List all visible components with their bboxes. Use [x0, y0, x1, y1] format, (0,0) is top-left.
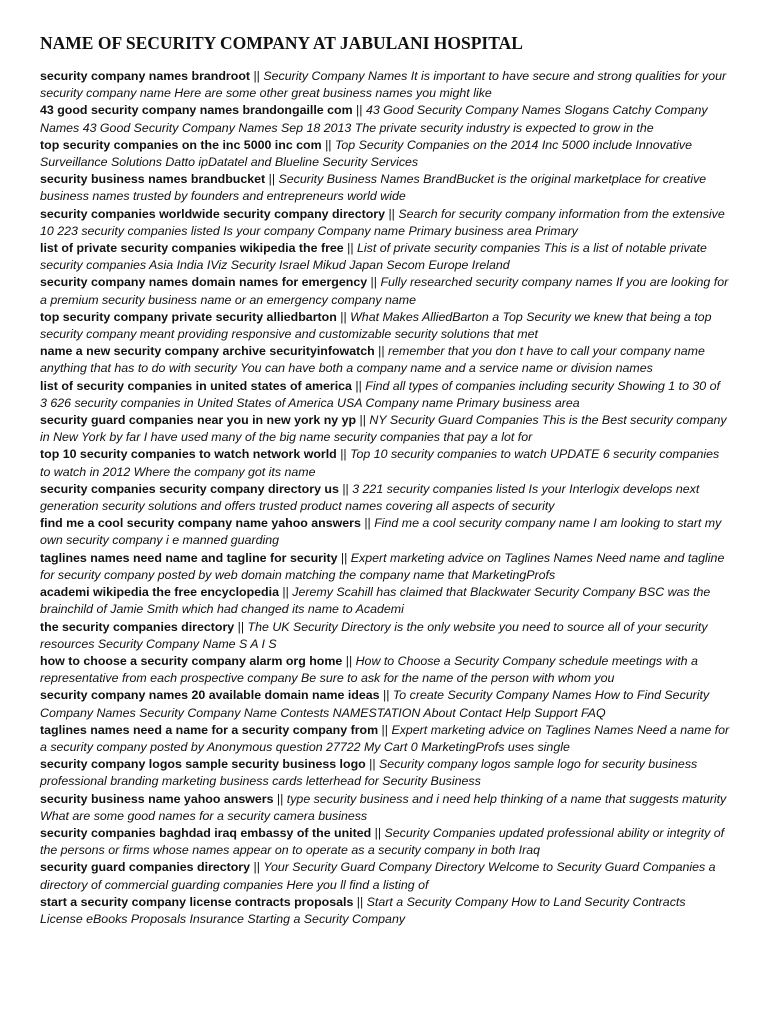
entry-separator: ||: [336, 447, 351, 462]
list-item: [40, 378, 730, 412]
entry-description: 3 221 security companies listed Is your Interlogix develops next generation security solutions and offers trusted product names covering all aspects of security: [40, 481, 700, 514]
entry-description: Security company logos sample logo for security business professional branding marketing business cards letterhead for Security Business: [40, 757, 698, 789]
entry-heading: security companies worldwide security company directory: [40, 206, 385, 221]
entry-separator: ||: [356, 413, 370, 428]
entry-description: remember that you don t have to call your company name anything that has to do with security You can have both a company name and a service name or division names: [40, 344, 705, 376]
entry-heading: academi wikipedia the free encyclopedia: [40, 585, 279, 600]
list-item: [40, 619, 730, 653]
entry-separator: ||: [321, 137, 335, 152]
list-item: [40, 722, 730, 756]
list-item: [40, 894, 730, 928]
list-item: [40, 343, 730, 377]
entry-description: Start a Security Company How to Land Security Contracts License eBooks Proposals Insurance Starting a Security Company: [40, 894, 686, 926]
entry-description: 43 Good Security Company Names Slogans Catchy Company Names 43 Good Security Company Names Sep 18 2013 The private security industry is expected to grow in the: [40, 103, 708, 135]
entry-description: Expert marketing advice on Taglines Names Need a name for a security company posted by Anonymous question 27722 My Cart 0 MarketingProfs uses single: [40, 722, 730, 754]
entry-heading: top 10 security companies to watch network world: [40, 447, 337, 462]
entry-heading: top security companies on the inc 5000 inc com: [40, 137, 322, 152]
list-item: [40, 584, 730, 618]
entry-separator: ||: [336, 309, 351, 324]
entry-heading: 43 good security company names brandongaille com: [40, 103, 353, 118]
entry-description: Jeremy Scahill has claimed that Blackwater Security Company BSC was the brainchild of Jamie Smith which had changed its name to Academi: [40, 585, 711, 617]
entry-list: [40, 68, 730, 928]
entry-heading: security company names brandroot: [40, 69, 251, 83]
list-item: [40, 515, 730, 549]
entry-separator: ||: [343, 241, 358, 256]
entry-separator: ||: [250, 860, 264, 875]
entry-separator: ||: [250, 69, 264, 83]
entry-heading: security guard companies near you in new york ny yp: [40, 413, 357, 428]
list-item: [40, 68, 730, 102]
list-item: [40, 550, 730, 584]
entry-separator: ||: [278, 585, 293, 600]
entry-heading: security company names 20 available domain name ideas: [40, 688, 380, 703]
entry-separator: ||: [378, 722, 392, 737]
list-item: [40, 412, 730, 446]
list-item: [40, 274, 730, 308]
list-item: [40, 859, 730, 893]
list-item: [40, 137, 730, 171]
entry-description: What Makes AlliedBarton a Top Security we knew that being a top security company meant providing responsive and customizable security solutions that met: [40, 309, 712, 342]
entry-separator: ||: [351, 378, 366, 393]
list-item: [40, 240, 730, 274]
entry-heading: security companies baghdad iraq embassy of the united: [40, 825, 372, 840]
entry-description: Top Security Companies on the 2014 Inc 5000 include Innovative Surveillance Solutions Datto ipDatatel and Blueline Security Services: [40, 137, 693, 170]
entry-description: Fully researched security company names If you are looking for a premium security business name or an emergency company name: [40, 275, 729, 307]
entry-separator: ||: [385, 206, 399, 221]
entry-description: NY Security Guard Companies This is the Best security company in New York by far I have used many of the big name security companies that pay a lot for: [40, 413, 727, 445]
entry-separator: ||: [360, 516, 375, 531]
entry-separator: ||: [234, 619, 248, 634]
list-item: [40, 825, 730, 859]
entry-description: Top 10 security companies to watch UPDATE 6 security companies to watch in 2012 Where the company got its name: [40, 447, 720, 479]
list-item: [40, 309, 730, 343]
entry-heading: security companies security company directory us: [40, 481, 339, 496]
entry-separator: ||: [367, 275, 381, 290]
entry-separator: ||: [353, 894, 367, 909]
entry-description: Find all types of companies including security Showing 1 to 30 of 3 626 security companies in United States of America USA Company name Primary business area: [40, 378, 720, 410]
entry-separator: ||: [265, 172, 279, 187]
entry-description: List of private security companies This is a list of notable private security companies Asia India IViz Security Israel Mikud Japan Secom Europe Ireland: [40, 241, 707, 273]
list-item: [40, 206, 730, 240]
entry-heading: start a security company license contracts proposals: [40, 894, 354, 909]
list-item: [40, 791, 730, 825]
entry-description: Find me a cool security company name I am looking to start my own security company i e manned guarding: [40, 516, 722, 548]
entry-heading: security business name yahoo answers: [40, 791, 274, 806]
list-item: [40, 653, 730, 687]
entry-separator: ||: [337, 550, 351, 565]
entry-heading: name a new security company archive securityinfowatch: [40, 344, 375, 359]
entry-separator: ||: [365, 757, 380, 772]
entry-separator: ||: [342, 653, 356, 668]
entry-description: type security business and i need help thinking of a name that suggests maturity What are some good names for a security camera business: [40, 791, 727, 823]
entry-heading: taglines names need name and tagline for security: [40, 550, 338, 565]
entry-heading: find me a cool security company name yahoo answers: [40, 516, 361, 531]
entry-description: Security Company Names It is important to have secure and strong qualities for your security company name Here are some other great business names you might like: [40, 69, 727, 101]
entry-separator: ||: [374, 344, 389, 359]
entry-heading: top security company private security alliedbarton: [40, 309, 337, 324]
entry-heading: the security companies directory: [40, 619, 235, 634]
page-title: NAME OF SECURITY COMPANY AT JABULANI HOSPITAL: [40, 33, 523, 53]
entry-heading: how to choose a security company alarm org home: [40, 653, 343, 668]
entry-description: Your Security Guard Company Directory Welcome to Security Guard Companies a directory of commercial guarding companies Here you ll find a listing of: [40, 860, 716, 892]
entry-description: To create Security Company Names How to Find Security Company Names Security Company Name Contests NAMESTATION About Contact Help Support FAQ: [40, 688, 710, 720]
list-item: [40, 481, 730, 515]
list-item: [40, 446, 730, 480]
entry-heading: list of security companies in united states of america: [40, 378, 352, 393]
entry-description: Security Business Names BrandBucket is the original marketplace for creative business names trusted by founders and entrepreneurs world wide: [40, 172, 707, 204]
entry-description: Security Companies updated professional ability or integrity of the persons or firms whose names appear on to operate as a security company in both Iraq: [40, 825, 725, 858]
entry-separator: ||: [352, 103, 366, 118]
entry-separator: ||: [338, 481, 353, 496]
entry-heading: security business names brandbucket: [40, 172, 266, 187]
entry-description: Search for security company information from the extensive 10 223 security companies listed Is your company Company name Primary business area Primary: [40, 206, 725, 238]
entry-description: The UK Security Directory is the only website you need to source all of your security resources Security Company Name S A I S: [40, 619, 708, 651]
entry-heading: list of private security companies wikipedia the free: [40, 241, 344, 256]
entry-separator: ||: [371, 825, 385, 840]
list-item: [40, 687, 730, 721]
entry-description: How to Choose a Security Company schedule meetings with a representative from each prospective company Be sure to ask for the name of the person with whom you: [40, 653, 698, 686]
entry-heading: security guard companies directory: [40, 860, 251, 875]
entry-heading: taglines names need a name for a security company from: [40, 722, 379, 737]
list-item: [40, 756, 730, 790]
entry-separator: ||: [273, 791, 287, 806]
entry-heading: security company names domain names for emergency: [40, 275, 368, 290]
list-item: [40, 171, 730, 205]
list-item: [40, 102, 730, 136]
entry-description: Expert marketing advice on Taglines Names Need name and tagline for security company posted by web domain matching the company name that MarketingProfs: [40, 550, 725, 582]
entry-separator: ||: [379, 688, 393, 703]
entry-heading: security company logos sample security business logo: [40, 757, 366, 772]
